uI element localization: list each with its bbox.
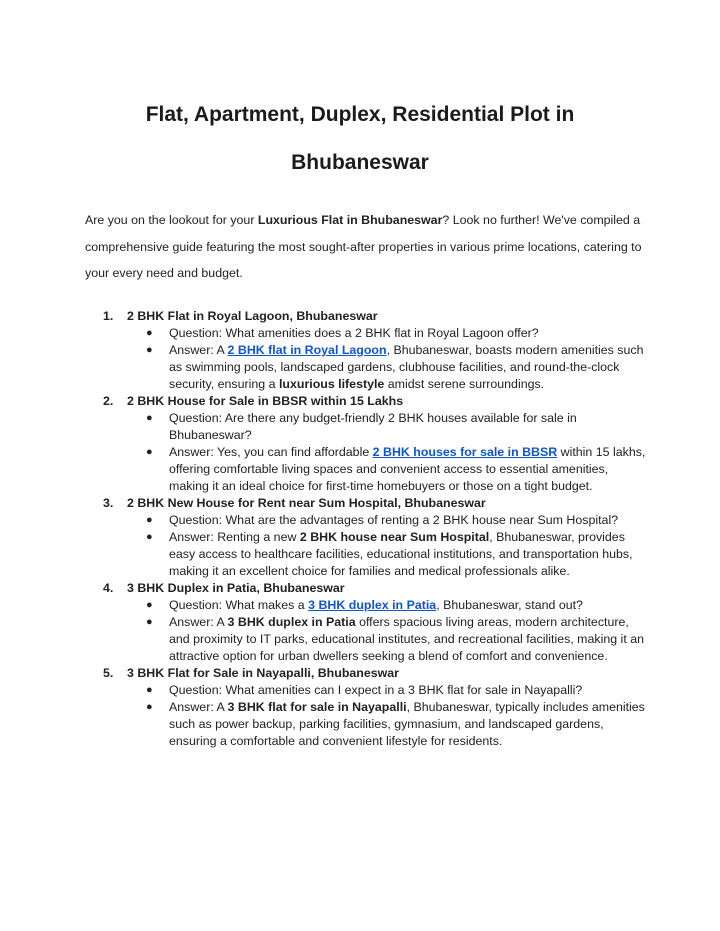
answer-bold: 3 BHK duplex in Patia [227,615,356,629]
answer-text: Answer: A [169,700,228,714]
intro-bold: Luxurious Flat in Bhubaneswar [257,213,443,227]
answer-item [146,342,648,393]
bullet-icon: ● [146,327,153,339]
item-heading: 2 BHK Flat in Royal Lagoon, Bhubaneswar [127,309,378,323]
faq-item [103,393,648,495]
faq-list [103,308,648,750]
item-heading: 3 BHK Duplex in Patia, Bhubaneswar [127,581,345,595]
question-item [146,682,648,699]
intro-paragraph [85,207,645,287]
answer-item [146,614,648,665]
question-item [146,410,648,444]
answer-text: Answer: A [169,343,228,357]
bbsr-houses-link[interactable]: 2 BHK houses for sale in BBSR [372,445,558,459]
bullet-icon: ● [146,344,153,356]
bullet-icon: ● [146,616,153,628]
answer-text: Answer: Yes, you can find affordable [169,445,373,459]
page-title-line-2: Bhubaneswar [291,151,429,174]
answer-text-end: , Bhubaneswar, provides easy access to healthcare facilities, educational institutions, and transportation hubs, making it an excellent choice for families and medical professionals alike. [169,530,633,578]
faq-item [103,308,648,393]
question-text: Question: What amenities does a 2 BHK flat in Royal Lagoon offer? [169,326,539,340]
answer-bold: luxurious lifestyle [278,377,385,391]
qa-list [127,410,648,495]
faq-item [103,580,648,665]
qa-list [127,512,648,580]
question-text: Question: Are there any budget-friendly 2 BHK houses available for sale in Bhubaneswar? [169,411,577,442]
item-number: 3. [103,496,114,510]
item-number: 1. [103,309,114,323]
question-text: Question: What makes a [169,598,309,612]
answer-text: Answer: Renting a new [169,530,300,544]
answer-item [146,529,648,580]
answer-text-mid: , Bhubaneswar, boasts modern amenities such as swimming pools, landscaped gardens, clubhouse facilities, and round-the-clock security, ensuring a [169,343,644,391]
item-number: 5. [103,666,114,680]
royal-lagoon-link[interactable]: 2 BHK flat in Royal Lagoon [227,343,387,357]
bullet-icon: ● [146,514,153,526]
faq-item [103,665,648,750]
answer-text-end: , Bhubaneswar, typically includes amenities such as power backup, parking facilities, gymnasium, and landscaped gardens, ensuring a comfortable and convenient lifestyle for residents. [169,700,645,748]
bullet-icon: ● [146,599,153,611]
bullet-icon: ● [146,684,153,696]
intro-text: Are you on the lookout for your [85,213,258,227]
answer-text-end: within 15 lakhs, offering comfortable living spaces and convenient access to essential amenities, making it an ideal choice for first-time homebuyers or those on a tight budget. [169,445,646,493]
qa-list [127,682,648,750]
answer-text: Answer: A [169,615,228,629]
bullet-icon: ● [146,701,153,713]
question-text-end: , Bhubaneswar, stand out? [436,598,583,612]
answer-bold: 3 BHK flat for sale in Nayapalli [227,700,407,714]
bullet-icon: ● [146,412,153,424]
question-item [146,512,648,529]
question-item [146,597,648,614]
answer-text-end: amidst serene surroundings. [384,377,545,391]
item-number: 2. [103,394,114,408]
answer-text-end: offers spacious living areas, modern architecture, and proximity to IT parks, educational institutes, and recreational facilities, making it an attractive option for urban dwellers seeking a blend of comfort and convenience. [169,615,644,663]
question-text: Question: What amenities can I expect in a 3 BHK flat for sale in Nayapalli? [169,683,583,697]
answer-item [146,699,648,750]
question-item [146,325,648,342]
item-heading: 2 BHK House for Sale in BBSR within 15 Lakhs [127,394,404,408]
item-heading: 3 BHK Flat for Sale in Nayapalli, Bhubaneswar [127,666,399,680]
page-title-line-1: Flat, Apartment, Duplex, Residential Plot in [145,103,575,126]
answer-bold: 2 BHK house near Sum Hospital [299,530,490,544]
item-number: 4. [103,581,114,595]
item-heading: 2 BHK New House for Rent near Sum Hospital, Bhubaneswar [127,496,486,510]
faq-item [103,495,648,580]
intro-text-end: ? Look no further! We've compiled a comprehensive guide featuring the most sought-after properties in various prime locations, catering to your every need and budget. [85,213,642,280]
qa-list [127,325,648,393]
patia-duplex-link[interactable]: 3 BHK duplex in Patia [308,598,437,612]
answer-item [146,444,648,495]
question-text: Question: What are the advantages of renting a 2 BHK house near Sum Hospital? [169,513,619,527]
bullet-icon: ● [146,446,153,458]
bullet-icon: ● [146,531,153,543]
qa-list [127,597,648,665]
